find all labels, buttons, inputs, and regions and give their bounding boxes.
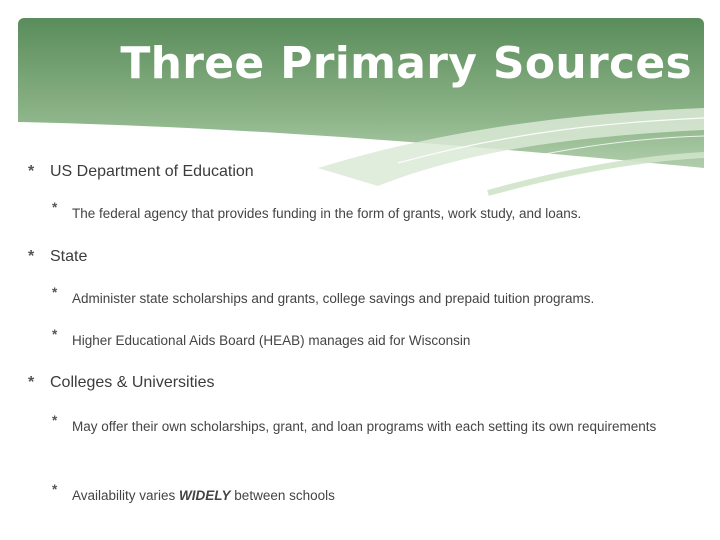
sub-item-text: Administer state scholarships and grants, college savings and prepaid tuition programs.: [72, 291, 595, 306]
list-item: [28, 163, 254, 181]
bullet-marker: *: [52, 200, 58, 215]
sub-item: [52, 200, 581, 228]
sub-item: [52, 327, 470, 355]
item-label: State: [50, 248, 88, 265]
item-label: Colleges & Universities: [50, 374, 215, 391]
bullet-marker: *: [28, 248, 35, 265]
sub-item: [52, 285, 594, 313]
sub-item-text-after: between schools: [230, 488, 335, 503]
bullet-marker: *: [52, 327, 58, 342]
item-label: US Department of Education: [50, 163, 254, 180]
sub-item: [52, 413, 662, 441]
bullet-marker: *: [52, 285, 58, 300]
bullet-marker: *: [52, 482, 58, 497]
sub-item-text: The federal agency that provides funding in the form of grants, work study, and loans.: [72, 206, 582, 221]
bullet-marker: *: [52, 413, 58, 428]
list-item: [28, 374, 215, 392]
list-item: [28, 248, 87, 266]
bullet-marker: *: [28, 374, 35, 391]
emphasis-text: WIDELY: [179, 488, 231, 503]
bullet-marker: *: [28, 163, 35, 180]
sub-item-text: [72, 482, 335, 510]
sub-item-text: Higher Educational Aids Board (HEAB) manages aid for Wisconsin: [72, 333, 471, 348]
slide-title: Three Primary Sources: [120, 38, 692, 89]
sub-item-text-before: Availability varies: [72, 488, 180, 503]
sub-item-text: May offer their own scholarships, grant, and loan programs with each setting its own requirements: [72, 419, 657, 434]
sub-item: [52, 482, 335, 510]
